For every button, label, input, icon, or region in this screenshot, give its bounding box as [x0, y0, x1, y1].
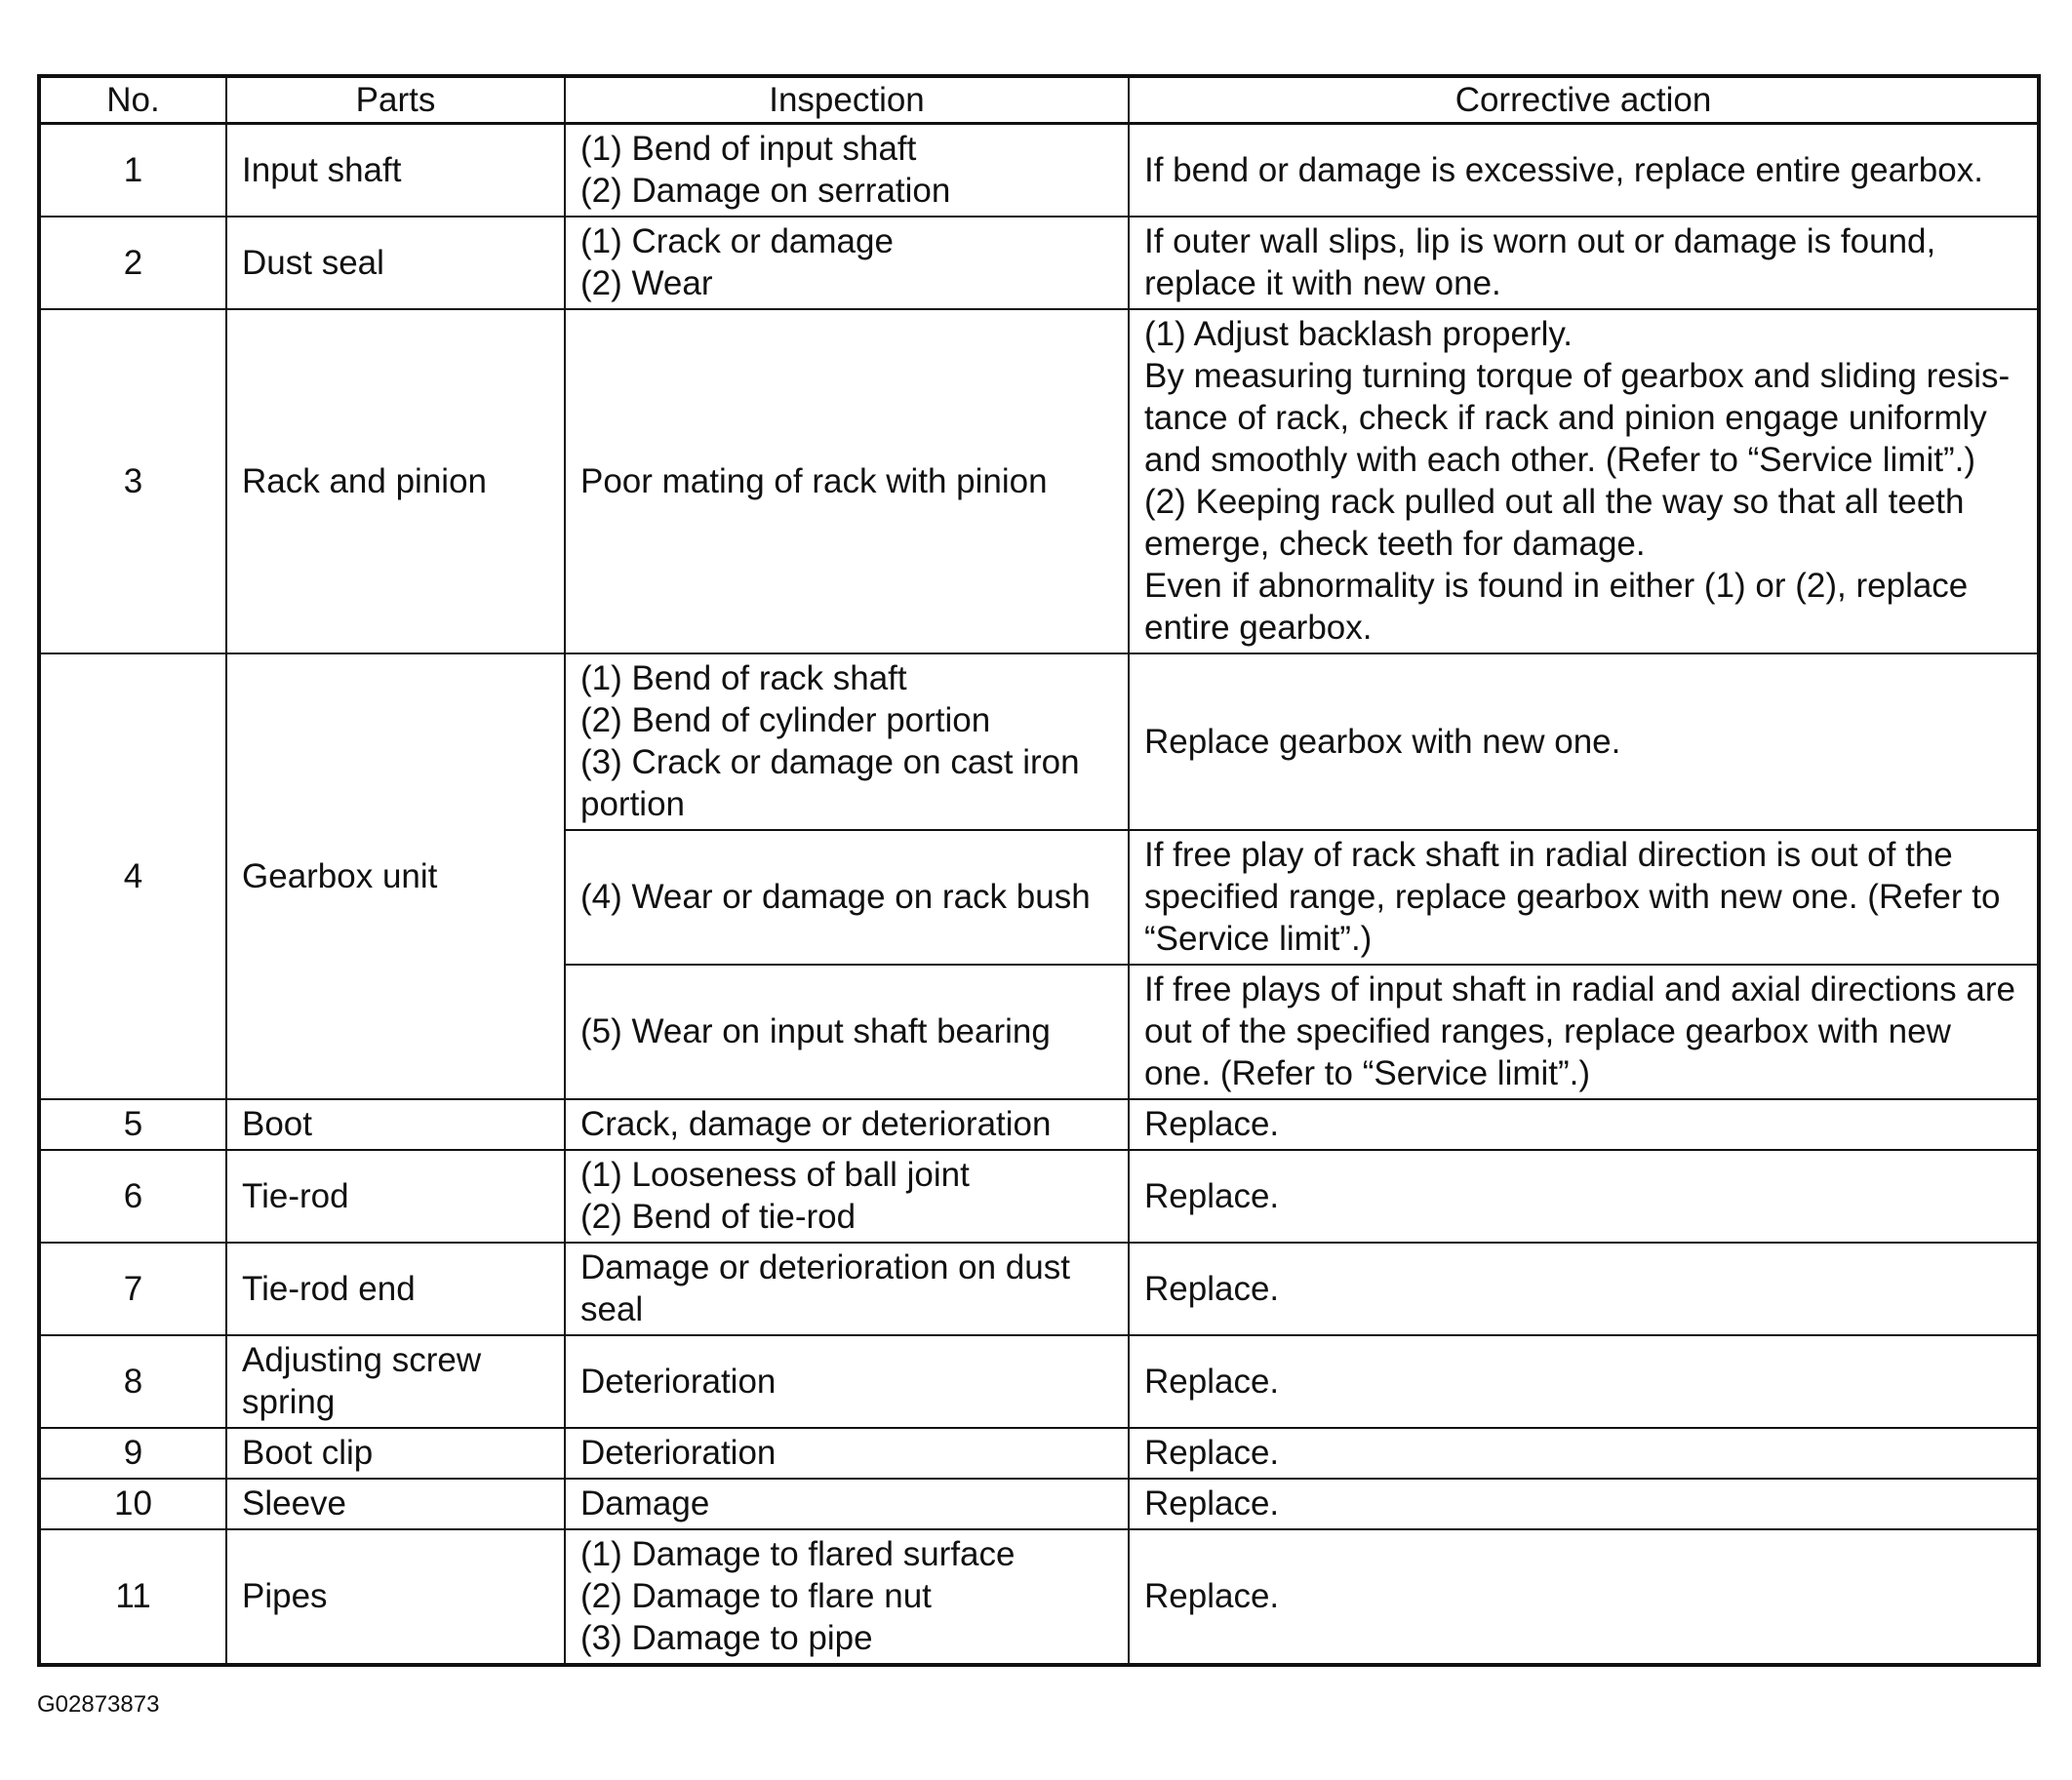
row-number: 10: [39, 1479, 226, 1529]
part-name: Boot clip: [226, 1428, 565, 1479]
corrective-action: Replace.: [1129, 1479, 2039, 1529]
inspection-item: (5) Wear on input shaft bearing: [565, 965, 1129, 1099]
row-number: 8: [39, 1335, 226, 1428]
corrective-action: Replace.: [1129, 1099, 2039, 1150]
corrective-action: Replace.: [1129, 1243, 2039, 1335]
row-number: 4: [39, 653, 226, 1099]
header-inspection: Inspection: [565, 76, 1129, 124]
row-number: 6: [39, 1150, 226, 1243]
table-row: [39, 1099, 2039, 1150]
header-no: No.: [39, 76, 226, 124]
inspection-item: Deterioration: [565, 1335, 1129, 1428]
table-row: [39, 309, 2039, 653]
header-row: [39, 76, 2039, 124]
inspection-item: (1) Damage to flared surface (2) Damage to flare nut (3) Damage to pipe: [565, 1529, 1129, 1665]
table-row: [39, 217, 2039, 309]
corrective-action: Replace.: [1129, 1150, 2039, 1243]
corrective-action: If free plays of input shaft in radial and axial directions are out of the specified ranges, replace gearbox with new one. (Refer to “Service limit”.): [1129, 965, 2039, 1099]
row-number: 11: [39, 1529, 226, 1665]
corrective-action: Replace.: [1129, 1529, 2039, 1665]
part-name: Adjusting screw spring: [226, 1335, 565, 1428]
row-number: 3: [39, 309, 226, 653]
header-corrective-action: Corrective action: [1129, 76, 2039, 124]
table-row: [39, 1428, 2039, 1479]
corrective-action: If free play of rack shaft in radial direction is out of the specified range, replace gearbox with new one. (Refer to “Service limit”.): [1129, 830, 2039, 965]
inspection-item: (1) Bend of rack shaft (2) Bend of cylinder portion (3) Crack or damage on cast iron portion: [565, 653, 1129, 830]
header-parts: Parts: [226, 76, 565, 124]
figure-id: G02873873: [37, 1691, 160, 1718]
part-name: Boot: [226, 1099, 565, 1150]
inspection-item: (4) Wear or damage on rack bush: [565, 830, 1129, 965]
inspection-item: Poor mating of rack with pinion: [565, 309, 1129, 653]
part-name: Sleeve: [226, 1479, 565, 1529]
table-row: [39, 1335, 2039, 1428]
inspection-item: (1) Bend of input shaft (2) Damage on serration: [565, 124, 1129, 218]
table-row: [39, 653, 2039, 830]
table-row: [39, 1479, 2039, 1529]
row-number: 9: [39, 1428, 226, 1479]
corrective-action: If outer wall slips, lip is worn out or damage is found, replace it with new one.: [1129, 217, 2039, 309]
part-name: Dust seal: [226, 217, 565, 309]
table-row: [39, 1243, 2039, 1335]
inspection-item: Crack, damage or deterioration: [565, 1099, 1129, 1150]
table-row: [39, 1529, 2039, 1665]
part-name: Input shaft: [226, 124, 565, 218]
inspection-item: Deterioration: [565, 1428, 1129, 1479]
row-number: 2: [39, 217, 226, 309]
part-name: Pipes: [226, 1529, 565, 1665]
part-name: Tie-rod: [226, 1150, 565, 1243]
table-row: [39, 1150, 2039, 1243]
row-number: 1: [39, 124, 226, 218]
corrective-action: Replace gearbox with new one.: [1129, 653, 2039, 830]
table-row: [39, 124, 2039, 218]
corrective-action: If bend or damage is excessive, replace entire gearbox.: [1129, 124, 2039, 218]
corrective-action: Replace.: [1129, 1428, 2039, 1479]
inspection-item: (1) Looseness of ball joint (2) Bend of tie-rod: [565, 1150, 1129, 1243]
inspection-item: Damage: [565, 1479, 1129, 1529]
inspection-table: [37, 74, 2041, 1667]
row-number: 5: [39, 1099, 226, 1150]
part-name: Gearbox unit: [226, 653, 565, 1099]
part-name: Rack and pinion: [226, 309, 565, 653]
corrective-action: (1) Adjust backlash properly. By measuring turning torque of gearbox and sliding resis- tance of rack, check if rack and pinion engage uniformly and smoothly with each other. (Refer to “Service limit”.) (2) Keeping rack pulled out all the way so that all teeth emerge, check teeth for damage. Even if abnormality is found in either (1) or (2), replace entire gearbox.: [1129, 309, 2039, 653]
corrective-action: Replace.: [1129, 1335, 2039, 1428]
part-name: Tie-rod end: [226, 1243, 565, 1335]
inspection-item: Damage or deterioration on dust seal: [565, 1243, 1129, 1335]
inspection-item: (1) Crack or damage (2) Wear: [565, 217, 1129, 309]
row-number: 7: [39, 1243, 226, 1335]
